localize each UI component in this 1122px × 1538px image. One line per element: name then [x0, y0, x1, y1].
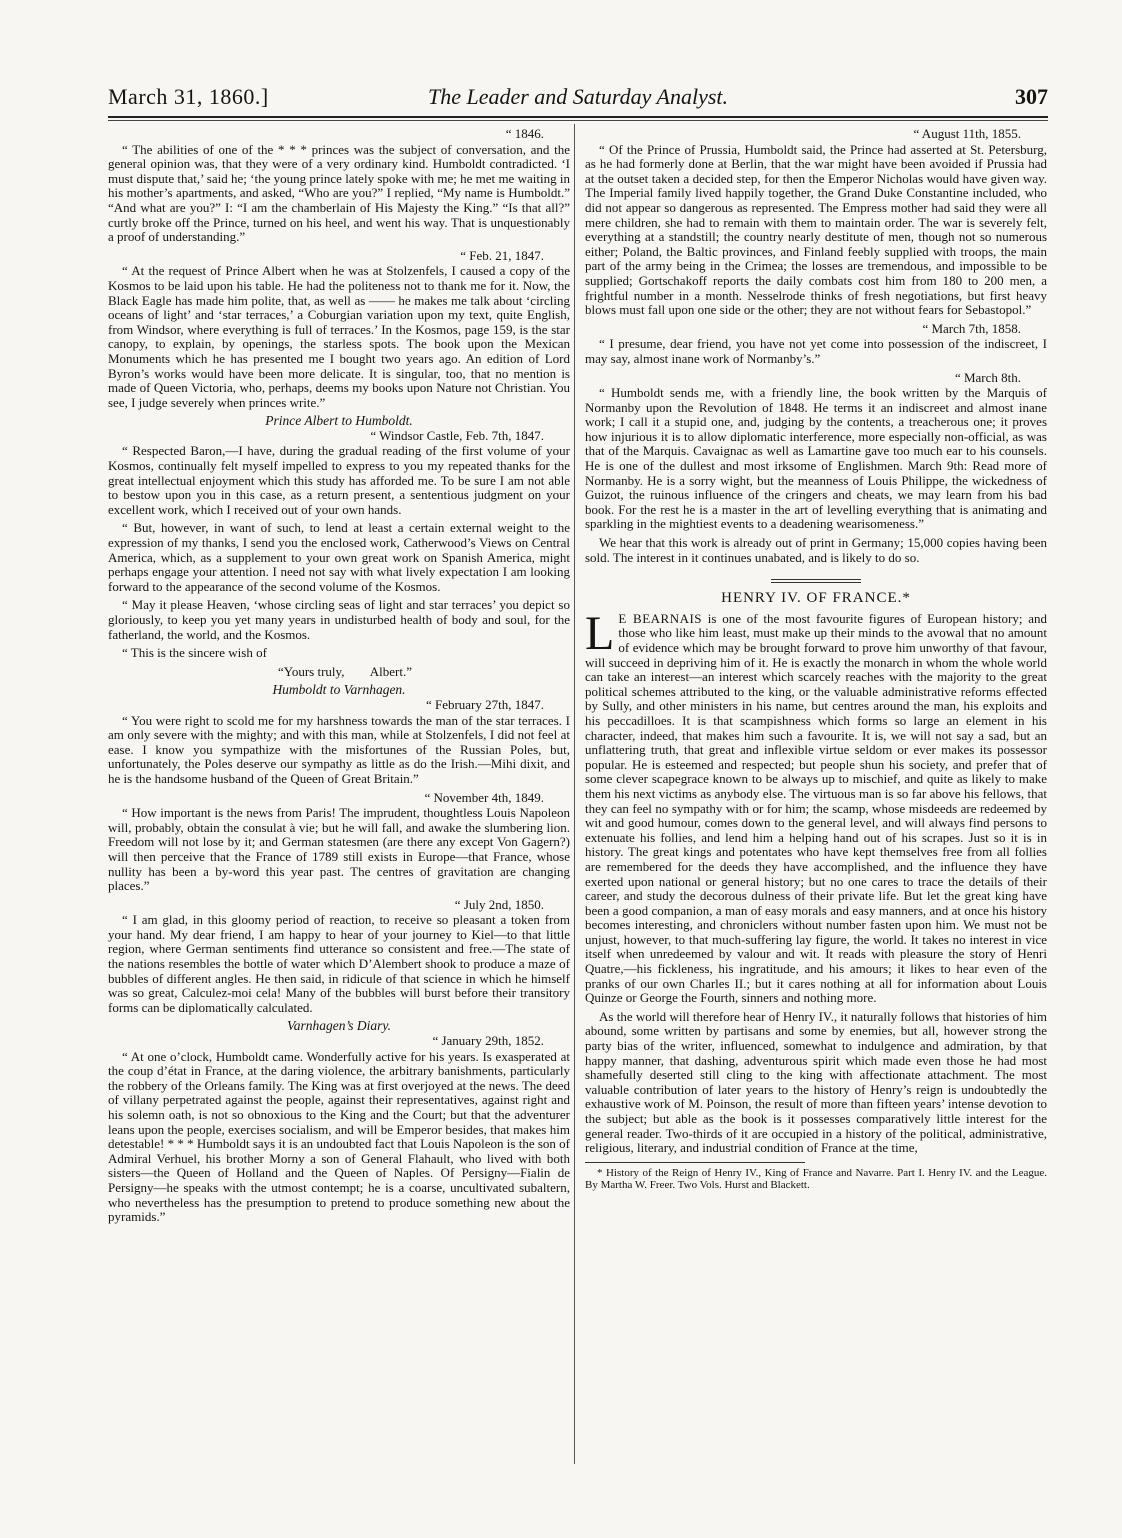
article-title: HENRY IV. OF FRANCE.* — [721, 590, 911, 607]
footnote-rule — [585, 1162, 805, 1163]
page-header — [108, 84, 1048, 118]
paragraph: “ Of the Prince of Prussia, Humboldt said, the Prince had asserted at St. Petersburg, as he had formerly done at Berlin, that the war might have been avoided if Prussia had at the outset taken a decided step, for then the Emperor Nicholas would have given way. The Imperial family lived happily together, the Grand Duke Constantine included, who did not appear so dangerous as represented. The Empress mother had said they were all mere children, she had to remain with them to maintain order. The war is severely felt, everything at a standstill; the country nearly destitute of men, though not so numerous either; Poland, the Baltic provinces, and Finland feebly supplied with troops, the main part of the army being in the Crimea; the losses are tremendous, and impossible to be supplied; Gortschakoff reports the daily combats cost him from 180 to 200 men, a frightful number in a month. Nesselrode thinks of fresh negotiations, but first heavy blows must fall upon one side or the other; they are not without fears for Sebastopol.” — [585, 141, 1047, 318]
right-column — [585, 127, 1047, 1192]
letter-heading: Prince Albert to Humboldt. — [265, 413, 413, 429]
dateline: “ Windsor Castle, Feb. 7th, 1847. — [370, 427, 544, 443]
paragraph: “ At one o’clock, Humboldt came. Wonderfully active for his years. Is exasperated at the coup d’état in France, at the daring violence, the arbitrary banishments, particularly the robbery of the Orleans family. The King was at first overjoyed at the news. The deed of villany perpetrated against the people, against their representatives, against right and his solemn oath, is not so obnoxious to the King and the Court; but that the adventurer leans upon the people, exercises socialism, and will be Emperor besides, that makes him detestable! * * * Humboldt says it is an undoubted fact that Louis Napoleon is the son of Admiral Verhuel, his brother Morny a son of General Flahault, who lived with both sisters—the Queen of Holland and the Queen of Naples. Of Persigny—Fialin de Persigny—he speaks with the utmost contempt; he is a coarse, uncultivated subaltern, who nevertheless has the presumption to pretend to produce something new about the pyramids.” — [108, 1048, 570, 1225]
dateline: “ 1846. — [505, 126, 544, 141]
column-divider — [574, 124, 575, 1464]
left-column — [108, 127, 570, 1229]
drop-cap: L — [585, 606, 615, 660]
footnote: * History of the Reign of Henry IV., King of France and Navarre. Part I. Henry IV. and the League. By Martha W. Freer. Two Vols. Hurst and Blackett. — [585, 1166, 1047, 1192]
paragraph: “ But, however, in want of such, to lend at least a certain external weight to the expression of my thanks, I send you the enclosed work, Catherwood’s Views on Central America, which, as a supplement to your own great work on Spanish America, might perhaps engage your attention. I need not say with what lively expectation I am looking forward to the appearance of the second volume of the Kosmos. — [108, 520, 570, 594]
header-page-number: 307 — [1015, 84, 1048, 109]
dateline: “ February 27th, 1847. — [425, 696, 544, 712]
dateline: “ July 2nd, 1850. — [454, 896, 544, 912]
paragraph: “ I am glad, in this gloomy period of reaction, to receive so pleasant a token from your hand. My dear friend, I am happy to hear of your journey to Kiel—to that little region, where German sentiments find utterance so consistent and free.—The state of the nations resembles the bottle of water which D’Alembert shook to produce a maze of bubbles of different angles. He then said, in ridicule of that science in which he himself was so great, Calculez-moi cela! Many of the bubbles will burst before their transitory forms can be diplomatically calculated. — [108, 912, 570, 1015]
header-title: The Leader and Saturday Analyst. — [427, 84, 729, 109]
letter-heading: Varnhagen’s Diary. — [286, 1018, 391, 1034]
signature: “Yours truly, Albert.” — [278, 663, 412, 679]
paragraph: “ How important is the news from Paris! The imprudent, thoughtless Louis Napoleon will, probably, obtain the consulat à vie; but he will fall, and awake the slumbering lion. Freedom will not lose by it; and German statesmen (are there any except Von Gagern?) will then perceive that the France of 1789 still exists in Europe—that France, whose nullity has been a by-word this year past. The centres of gravitation are changing places.” — [108, 805, 570, 894]
paragraph: We hear that this work is already out of print in Germany; 15,000 copies having been sold. The interest in it continues unabated, and is likely to do so. — [585, 535, 1047, 565]
paragraph: “ Respected Baron,—I have, during the gradual reading of the first volume of your Kosmos, continually felt myself impelled to express to you my repeated thanks for the great intellectual enjoyment which this study has afforded me. To be sure I am not able to bestow upon you in this case, as a return present, a sententious judgment on your excellent work, which I received out of your own hands. — [108, 443, 570, 517]
paragraph-text: is one of the most favourite figures of European history; and those who like him least, must make up their minds to the avowal that no amount of evidence which may be brought forward to prove him unworthy of that favour, will succeed in depriving him of it. He is exactly the monarch in whom the whole world can take an interest—an interest which scarcely reaches with the majority to the great political schemes attributed to the king, or the valuable administrative reforms effected by Sully, and other ministers in his name, but centres around the man, his exploits and his peccadilloes. It is that scampishness which forms so large an element in his character, indeed, that makes him such a favourite. It is, we will not say a sad, but an unflattering truth, that great and inflexible virtue seldom or ever makes its possessor popular. He is esteemed and respected; but people shun his society, and prefer that of some clever scapegrace known to be always up to mischief, and quite as likely to make them his next victims as anybody else. The virtuous man is so far above his fellows, that they can feel no sympathy with or for him; the scamp, whose misdeeds are redeemed by wit and good humour, comes down to the general level, and will always find persons to extenuate his follies, and lend him a helping hand out of his scrapes. Just so it is in history. The great kings and potentates who have kept themselves free from all follies are remembered for the deeds they have accomplished, and the influence they have exerted upon national or general history; but no one cares to trace the details of their career, and study the decorous dulness of their private life. But let the great king have been a good companion, a man of easy morals and easy manners, and at once his history becomes interesting, and chroniclers without number fasten upon him. We must not be unjust, however, to that much-suffering lay figure, the world. It takes no interest in vice itself when unredeemed by valour and wit. It reads with pleasure the story of Henri Quatre,—his fickleness, his ingratitude, and his amours; it likes to hear even of the pranks of our own Charles II.; but it cares nothing at all for information about Louis Quinze or George the Fourth, sinners and nothing more. — [585, 610, 1047, 1006]
dateline: “ March 7th, 1858. — [922, 320, 1021, 336]
paragraph: “ At the request of Prince Albert when he was at Stolzenfels, I caused a copy of the Kosmos to be laid upon his table. He had the politeness not to thank me for it. Now, the Black Eagle has made him polite, that, as well as —— he makes me talk about ‘circling oceans of light’ and ‘star terraces,’ a Coburgian variation upon my text, quite English, from Windsor, where everything is full of terraces.’ In the Kosmos, page 159, is the star canopy, to explain, by openings, the starless spots. The book upon the Mexican Monuments which he has presented me I bought two years ago. An edition of Lord Byron’s works would have been more delicate. It is singular, too, that no mention is made of Queen Victoria, who, perhaps, deems my books upon Nature not Christian. You see, I judge severely when princes write.” — [108, 263, 570, 410]
dateline: “ November 4th, 1849. — [424, 789, 544, 805]
paragraph: “ You were right to scold me for my harshness towards the man of the star terraces. I am only severe with the mighty; and with this man, while at Stolzenfels, I did not feel at ease. I know you sympathize with the misfortunes of the Russian Poles, but, unfortunately, the Poles deserve our sympathy as little as do the Irish.—Mihi dixit, and he is the handsome husband of the Queen of Great Britain.” — [108, 712, 570, 786]
dateline: “ March 8th. — [954, 369, 1021, 385]
paragraph: “ I presume, dear friend, you have not yet come into possession of the indiscreet, I may say, almost inane work of Normanby’s.” — [585, 336, 1047, 366]
paragraph: As the world will therefore hear of Henry IV., it naturally follows that histories of him abound, some written by partisans and some by enemies, but all, however strong the party bias of the writer, influenced, somewhat to indulgence and admiration, by that happy manner, that dashing, adventurous spirit which made even those he had most shamefully deserted still cling to the king with affectionate attachment. The most valuable contribution of later years to the history of Henry’s reign is undoubtedly the exhaustive work of M. Poinson, the result of more than fifteen years’ intense devotion to the subject; but able as the book is it possesses comparatively little interest for the general reader. Two-thirds of it are occupied in a history of the political, administrative, religious, literary, and industrial condition of France at the time, — [585, 1008, 1047, 1156]
letter-heading: Humboldt to Varnhagen. — [272, 682, 406, 698]
header-rule — [108, 116, 1048, 118]
lead-words: E BEARNAIS — [618, 610, 703, 626]
section-divider — [771, 579, 861, 583]
header-date: March 31, 1860.] — [108, 84, 269, 109]
paragraph: “ Humboldt sends me, with a friendly line, the book written by the Marquis of Normanby upon the Revolution of 1848. He terms it an indiscreet and almost inane work; I call it a stupid one, and, judging by the contents, a treacherous one; it proves how injurious it is to allow diplomatic interference, more especially non-official, as was that of the Marquis. Cavaignac as well as Lamartine gave too much ear to his counsels. He is one of the dullest and most irksome of Englishmen. March 9th: Read more of Normanby. He is a sorry wight, but the meanness of Louis Philippe, the wickedness of Guizot, the ruinous influence of the cringers and cheats, we may learn from his bad book. For the rest he is a master in the art of levelling everything that is animating and sparkling in the mightiest events to a deadening wearisomeness.” — [585, 385, 1047, 532]
paragraph: “ The abilities of one of the * * * princes was the subject of conversation, and the general opinion was, that they were of a very ordinary kind. Humboldt contradicted. ‘I must dispute that,’ said he; ‘the young prince lately spoke with me; he met me waiting in his mother’s apartments, and asked, “Who are you?” I replied, “My name is Humboldt.” “And what are you?” I: “I am the chamberlain of His Majesty the King.” “Is that all?” curtly broke off the Prince, turned on his heel, and went his way. That is unquestionably a proof of understanding.” — [108, 141, 570, 245]
article-paragraph — [585, 606, 1047, 1006]
paragraph: “ May it please Heaven, ‘whose circling seas of light and star terraces’ you depict so gloriously, to keep you yet many years in undisturbed health of body and soul, for the fatherland, the world, and the Kosmos. — [108, 597, 570, 642]
paragraph: “ This is the sincere wish of — [122, 645, 267, 661]
dateline: “ Feb. 21, 1847. — [460, 247, 544, 263]
dateline: “ August 11th, 1855. — [913, 126, 1021, 141]
header-rule-thin — [108, 120, 1048, 121]
dateline: “ January 29th, 1852. — [432, 1033, 544, 1049]
